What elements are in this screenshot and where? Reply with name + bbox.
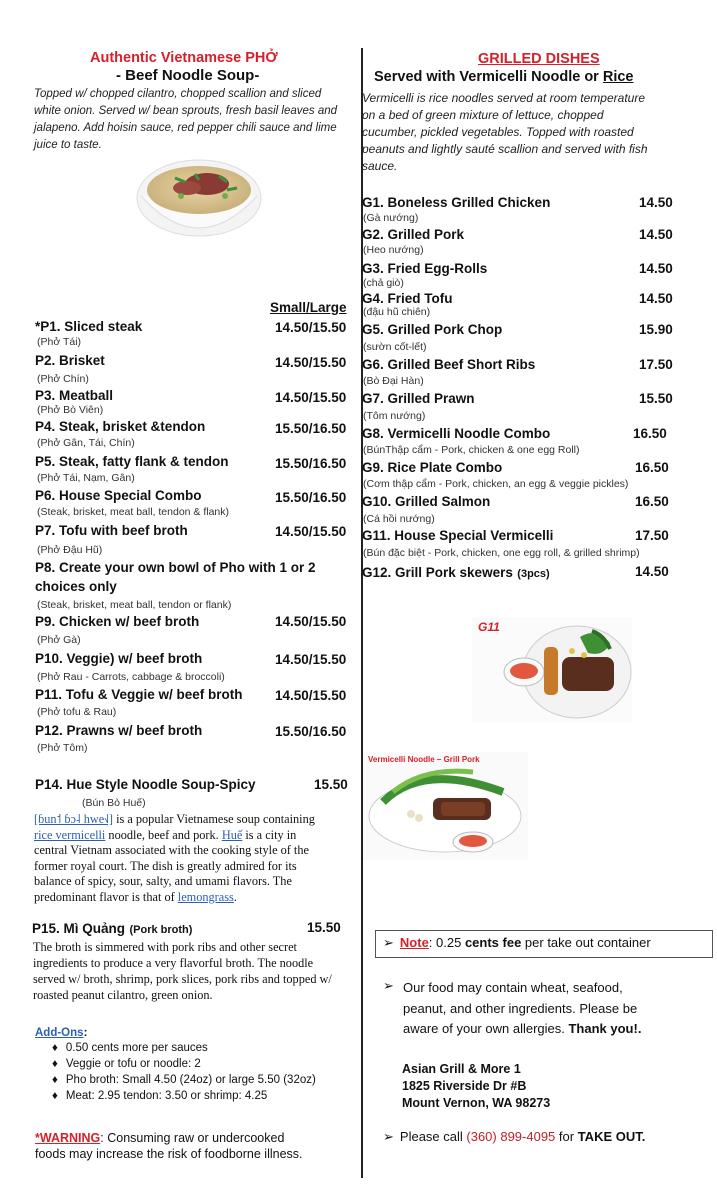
p15-title (32, 920, 192, 938)
menu-item-name: G4. Fried Tofu (362, 291, 453, 306)
addons-list (46, 1040, 316, 1104)
addon-text: Veggie or tofu or noodle: 2 (65, 1058, 201, 1070)
addon-text: Meat: 2.95 tendon: 3.50 or shrimp: 4.25 (65, 1090, 268, 1102)
rice-vermicelli-link[interactable]: rice vermicelli (34, 827, 106, 842)
menu-item-sub: (Heo nướng) (363, 244, 424, 256)
addon-text: Pho broth: Small 4.50 (24oz) or large 5.50 (32oz) (65, 1074, 316, 1086)
call-takeout: TAKE OUT. (577, 1129, 646, 1144)
warning (35, 1130, 303, 1162)
call-text: for (555, 1129, 578, 1144)
menu-item-name: G1. Boneless Grilled Chicken (362, 195, 551, 210)
g11-photo (472, 617, 632, 723)
menu-item-price: 16.50 (633, 426, 667, 441)
menu-item-name: G3. Fried Egg-Rolls (362, 261, 488, 276)
p14-description (34, 812, 359, 905)
vermicelli-photo (363, 752, 528, 860)
addons-colon: : (83, 1027, 88, 1039)
menu-item-price: 14.50/15.50 (275, 614, 347, 629)
addons-title-text: Add-Ons (35, 1027, 84, 1039)
menu-item-sub: (Phở Tái, Nạm, Gân) (37, 472, 135, 484)
p15-description (33, 939, 363, 1003)
p15-text: ingredients to produce a very flavorful broth. The noodle (33, 956, 314, 970)
menu-item-sub: (Bún đặc biệt - Pork, chicken, one egg roll, & grilled shrimp) (363, 547, 640, 559)
menu-item-name: G7. Grilled Prawn (362, 391, 475, 406)
menu-item-sub: (Steak, brisket, meat ball, tendon & flank) (37, 506, 230, 518)
menu-item-sub: (Cơm thập cẩm - Pork, chicken, an egg & veggie pickles) (363, 478, 629, 490)
menu-item-sub: (Cá hồi nướng) (363, 513, 435, 525)
menu-item-sub: (Phở Bò Viên) (37, 404, 104, 416)
phone-number[interactable]: (360) 899-4095 (466, 1129, 556, 1144)
bullet-icon: ♦ (52, 1074, 58, 1086)
menu-item-name: G6. Grilled Beef Short Ribs (362, 357, 536, 372)
menu-item-price: 15.50 (314, 777, 348, 792)
p15-text: roasted peanut cilantro, green onion. (33, 988, 213, 1002)
menu-item-price: 15.90 (639, 322, 673, 337)
g12-title (362, 564, 550, 582)
pronunciation-link[interactable]: [ɓun˦ ɓɔ˨ hwe˧˩] (34, 812, 113, 826)
p14-text: is a city in (242, 827, 297, 842)
p14-text: . (233, 889, 237, 904)
note-text: per take out container (521, 935, 651, 950)
menu-item-price: 14.50/15.50 (275, 355, 347, 370)
grilled-heading: GRILLED DISHES (478, 51, 600, 67)
menu-item-sub: (sườn cốt-lết) (363, 341, 427, 353)
allergy-text: aware of your own allergies. (403, 1021, 569, 1036)
pho-heading: Authentic Vietnamese PHỞ (90, 50, 278, 66)
menu-item-name: G5. Grilled Pork Chop (362, 322, 503, 337)
bullet-icon: ♦ (52, 1090, 58, 1102)
menu-item-name: P10. Veggie) w/ beef broth (35, 651, 203, 666)
call-text: Please call (399, 1129, 467, 1144)
menu-item-price: 16.50 (635, 494, 669, 509)
menu-item-name: G12. Grill Pork skewers (362, 565, 513, 580)
warning-text: foods may increase the risk of foodborne illness. (35, 1147, 303, 1161)
grilled-desc-line: Vermicelli is rice noodles served at room temperature (362, 91, 646, 105)
menu-item-price: 15.50 (639, 391, 673, 406)
addons-title (35, 1027, 87, 1039)
address-city: Mount Vernon, WA 98273 (402, 1096, 551, 1110)
menu-item-sub: (Gà nướng) (363, 212, 419, 224)
pho-subheading: - Beef Noodle Soup- (116, 67, 260, 84)
addon-item (52, 1040, 316, 1056)
allergy-text: peanut, and other ingredients. Please be (403, 1000, 638, 1016)
pho-bowl-photo (135, 150, 263, 240)
menu-item-sub: (Phở Rau - Carrots, cabbage & broccoli) (37, 671, 225, 683)
bullet-icon: ♦ (52, 1058, 58, 1070)
menu-item-sub: (Phở Gân, Tái, Chín) (37, 437, 135, 449)
addon-text: 0.50 cents more per sauces (65, 1042, 208, 1054)
menu-item-sub: (Phở Tôm) (37, 742, 88, 754)
menu-item-price: 17.50 (635, 528, 669, 543)
grilled-subheading (374, 69, 634, 85)
lemongrass-link[interactable]: lemongrass (177, 889, 234, 904)
p14-text: predominant flavor is that of (34, 889, 178, 904)
menu-item-price: 15.50/16.50 (275, 724, 347, 739)
menu-item-name: G11. House Special Vermicelli (362, 528, 554, 543)
note-text: : 0.25 (428, 935, 465, 950)
menu-item-price: 14.50/15.50 (275, 320, 347, 335)
menu-item-price: 16.50 (635, 460, 669, 475)
bullet-icon: ♦ (52, 1042, 58, 1054)
addon-item (52, 1088, 316, 1104)
pho-desc-line: Topped w/ chopped cilantro, chopped scallion and sliced (34, 88, 322, 100)
menu-item-name: G10. Grilled Salmon (362, 494, 491, 509)
menu-item-name: choices only (35, 579, 117, 594)
arrow-icon: ➢ (383, 1129, 394, 1144)
arrow-icon: ➢ (383, 978, 394, 993)
g11-photo-label: G11 (478, 620, 500, 634)
grilled-desc-line: peanuts and lightly sauté scallion and served with fish (362, 142, 648, 156)
menu-item-sub: (Tôm nướng) (363, 410, 426, 422)
hue-link[interactable]: Huế (221, 827, 243, 842)
menu-item-sub: (Phở Gà) (37, 634, 81, 646)
menu-item-price: 14.50 (639, 195, 673, 210)
menu-item-sub: (Phở tofu & Rau) (37, 706, 117, 718)
warning-text: : Consuming raw or undercooked (100, 1131, 285, 1145)
menu-item-name: P3. Meatball (35, 388, 114, 403)
menu-item-sub: (Phở Tái) (37, 336, 82, 348)
grilled-desc-line: on a bed of green mixture of lettuce, chopped (362, 108, 604, 122)
menu-item-sub: (Bún Bò Huế) (82, 797, 146, 809)
addon-item (52, 1072, 316, 1088)
size-header: Small/Large (270, 300, 347, 315)
menu-item-name: G2. Grilled Pork (362, 227, 465, 242)
addon-item (52, 1056, 316, 1072)
menu-item-name: *P1. Sliced steak (35, 319, 143, 334)
menu-item-sub: (Bò Đại Hàn) (363, 375, 424, 387)
menu-item-price: 14.50/15.50 (275, 688, 347, 703)
pho-desc-line: white onion. Served w/ bean sprouts, fresh basil leaves and (34, 105, 338, 117)
allergy-text: Our food may contain wheat, seafood, (403, 980, 623, 995)
menu-item-name: P14. Hue Style Noodle Soup-Spicy (35, 777, 256, 792)
menu-item-price: 15.50/16.50 (275, 490, 347, 505)
restaurant-name: Asian Grill & More 1 (402, 1062, 521, 1076)
p15-tag: (Pork broth) (129, 924, 193, 936)
vermicelli-photo-label: Vermicelli Noodle – Grill Pork (368, 755, 480, 764)
note-text-bold: cents fee (464, 935, 522, 950)
p15-text: The broth is simmered with pork ribs and other secret (33, 940, 297, 954)
menu-item-price: 15.50/16.50 (275, 421, 347, 436)
menu-item-price: 14.50/15.50 (275, 524, 347, 539)
pho-desc-line: juice to taste. (34, 139, 102, 151)
p14-text: former royal court. The dish is greatly admired for its (34, 858, 297, 873)
p14-text: balance of spicy, sour, salty, and umami flavors. The (34, 874, 292, 888)
menu-item-price: 14.50 (639, 291, 673, 306)
arrow-icon: ➢ (383, 935, 394, 950)
menu-item-name: P6. House Special Combo (35, 488, 202, 503)
menu-item-name: P11. Tofu & Veggie w/ beef broth (35, 687, 243, 702)
pho-description (34, 86, 364, 154)
menu-item-sub: (BúnThập cẩm - Pork, chicken & one egg Roll) (363, 444, 580, 456)
menu-item-name: P15. Mì Quảng (32, 921, 126, 936)
grilled-sub-rice: Rice (602, 69, 634, 85)
warning-label: *WARNING (35, 1131, 101, 1145)
grilled-desc-line: cucumber, pickled vegetables. Topped with roasted (362, 125, 634, 139)
p14-text: central Vietnam associated with the cooking style of the (34, 843, 309, 857)
menu-item-name: G9. Rice Plate Combo (362, 460, 503, 475)
menu-item-price: 14.50 (635, 564, 669, 579)
note (383, 935, 651, 951)
menu-item-sub: (Phở Chín) (37, 373, 89, 385)
g12-tag: (3pcs) (517, 568, 550, 580)
menu-item-name: G8. Vermicelli Noodle Combo (362, 426, 551, 441)
menu-item-sub: (đậu hũ chiên) (363, 306, 431, 318)
menu-item-name: P7. Tofu with beef broth (35, 523, 188, 538)
menu-item-price: 15.50/16.50 (275, 456, 347, 471)
menu-item-name: P2. Brisket (35, 353, 105, 368)
address (402, 1061, 550, 1112)
p14-text: is a popular Vietnamese soup containing (113, 812, 315, 826)
menu-item-price: 14.50/15.50 (275, 390, 347, 405)
menu-item-price: 17.50 (639, 357, 673, 372)
menu-item-price: 14.50 (639, 227, 673, 242)
grilled-description (362, 90, 712, 175)
address-street: 1825 Riverside Dr #B (402, 1079, 527, 1093)
menu-item-name: P9. Chicken w/ beef broth (35, 614, 200, 629)
menu-item-price: 15.50 (307, 920, 341, 935)
menu-item-name: P12. Prawns w/ beef broth (35, 723, 203, 738)
menu-item-name: P8. Create your own bowl of Pho with 1 or 2 (35, 560, 316, 575)
menu-item-sub: (chả giò) (363, 277, 404, 289)
p15-text: served w/ broth, shrimp, pork slices, pork ribs and topped w/ (33, 972, 332, 986)
menu-item-name: P5. Steak, fatty flank & tendon (35, 454, 229, 469)
allergy-note (403, 978, 641, 1040)
grilled-desc-line: sauce. (362, 159, 398, 173)
allergy-thanks: Thank you!. (568, 1021, 642, 1036)
note-label: Note (399, 935, 429, 950)
pho-desc-line: jalapeno. Add hoisin sauce, red pepper chili sauce and lime (34, 122, 337, 134)
menu-item-price: 14.50 (639, 261, 673, 276)
menu-item-price: 14.50/15.50 (275, 652, 347, 667)
menu-item-sub: (Phở Đậu Hũ) (37, 544, 103, 556)
menu-item-sub: (Steak, brisket, meat ball, tendon or flank) (37, 599, 232, 611)
grilled-sub-text: Served with Vermicelli Noodle or (374, 69, 603, 85)
call-line (383, 1129, 645, 1145)
p14-text: noodle, beef and pork. (105, 827, 222, 842)
menu-item-name: P4. Steak, brisket &tendon (35, 419, 206, 434)
